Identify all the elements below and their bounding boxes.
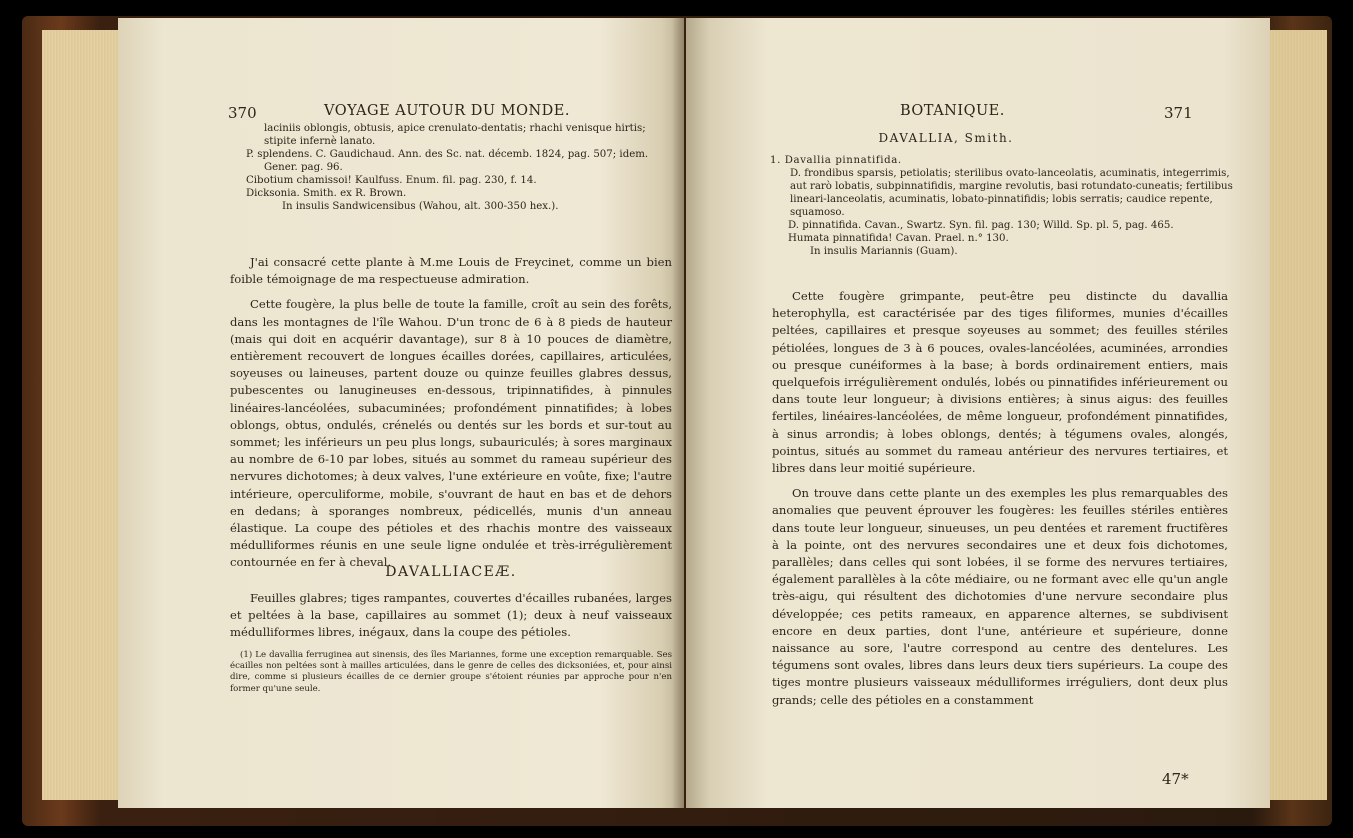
right-page-number: 371 — [1164, 104, 1193, 122]
paragraph-anomalies: On trouve dans cette plante un des exemples les plus remarquables des anomalies que peuvent éprouver les fougères: les feuilles stériles entières dans toute leur longueur, sinueuses, un peu dentées et rarement fructifères à la pointe, ont des nervures secondaires une et deux fois dichotomes, parallèles; dans celles qui sont lobées, il se forme des nervures tertiaires, également parallèles à la côte médiaire, ou ne formant avec elle qu'un angle très-aigu, qui résultent des dichotomies d'une nervure secondaire plus développée; ces petits rameaux, en apparence alternes, se subdivisent encore en deux parties, dont l'une, antérieure et supérieure, donne naissance au sore, l'autre correspond au centre des dentelures. Les tégumens sont ovales, libres dans leurs deux tiers supérieurs. La coupe des tiges montre plusieurs vaisseaux médulliformes irréguliers, dont deux plus grands; celle des pétioles en a constamment — [772, 486, 1228, 707]
page-edges-right — [1267, 30, 1327, 800]
paragraph-description: Cette fougère grimpante, peut-être peu distincte du davallia heterophylla, est caractérisée par des tiges filiformes, munies d'écailles peltées, capillaires et presque soyeuses au sommet; des feuilles stériles pétiolées, longues de 3 à 6 pouces, ovales-lancéolées, acuminées, arrondies ou presque cunéiformes à la base; à bords ordinairement entiers, mais quelquefois irrégulièrement ondulés, lobés ou pinnatifides inférieurement ou dans toute leur longueur; à divisions entières; à sinus aigus: des feuilles fertiles, linéaires-lancéolées, de même longueur, profondément pinnatifides, à sinus arrondis; à lobes oblongs, dentés; à tégumens ovales, alongés, pointus, situés au sommet du rameau antérieur des nervures tertiaires, et libres dans leur moitié supérieure. — [772, 289, 1228, 476]
right-running-head: BOTANIQUE. — [900, 103, 1005, 119]
left-species-block — [246, 122, 656, 213]
page-edges-left — [42, 30, 122, 800]
species-line: laciniis oblongis, obtusis, apice crenulato-dentatis; rhachi venisque hirtis; — [264, 123, 646, 134]
species-line: D. pinnatifida. Cavan., Swartz. Syn. fil. pag. 130; Willd. Sp. pl. 5, pag. 465. — [788, 220, 1174, 231]
right-body — [772, 288, 1228, 717]
left-page — [118, 18, 684, 808]
species-line: Dicksonia. Smith. ex R. Brown. — [246, 188, 407, 199]
species-line: Cibotium chamissoi! Kaulfuss. Enum. fil. pag. 230, f. 14. — [246, 175, 537, 186]
signature-mark: 47* — [1162, 770, 1189, 788]
left-page-number: 370 — [228, 104, 257, 122]
left-running-head: VOYAGE AUTOUR DU MONDE. — [324, 103, 570, 119]
species-line: In insulis Mariannis (Guam). — [810, 246, 958, 257]
section-title: DAVALLIACEÆ. — [385, 564, 517, 580]
genus-title: DAVALLIA, Smith. — [878, 131, 1014, 145]
species-line: D. frondibus sparsis, petiolatis; sterilibus ovato-lanceolatis, acuminatis, integerrimis, aut rarò lobatis, subpinnatifidis, margine revolutis, basi rotundato-cuneatis; fertilibus lineari-lanceolatis, acuminatis, lobato-pinnatifidis; lobis serratis; caudice repente, squamoso. — [790, 168, 1233, 218]
right-species-block — [770, 154, 1240, 258]
right-page — [686, 18, 1270, 808]
left-body-2 — [230, 590, 672, 650]
species-line: Gener. pag. 96. — [264, 162, 343, 173]
paragraph-dedication: J'ai consacré cette plante à M.me Louis de Freycinet, comme un bien foible témoignage de ma respectueuse admiration. — [230, 255, 672, 287]
paragraph-description: Cette fougère, la plus belle de toute la famille, croît au sein des forêts, dans les montagnes de l'île Wahou. D'un tronc de 6 à 8 pieds de hauteur (mais qui doit en acquérir davantage), sur 8 à 10 pouces de diamètre, entièrement recouvert de longues écailles dorées, capillaires, articulées, soyeuses ou laineuses, partent douze ou quinze feuilles glabres dessus, pubescentes ou lanugineuses en-dessous, tripinnatifides, à pinnules linéaires-lancéolées, subacuminées; profondément pinnatifides; à lobes oblongs, obtus, ondulés, crénelés ou dentés sur les bords et sur-tout au sommet; les inférieurs un peu plus longs, subauriculés; à sores marginaux au nombre de 6-10 par lobes, situés au sommet du rameau supérieur des nervures dichotomes; à deux valves, l'une extérieure en voûte, fixe; l'autre intérieure, operculiforme, mobile, s'ouvrant de haut en bas et de dehors en dedans; à sporanges nombreux, pédicellés, munis d'un anneau élastique. La coupe des pétioles et des rhachis montre des vaisseaux médulliformes réunis en une seule ligne ondulée et très-irrégulièrement contournée en fer à cheval. — [230, 297, 672, 570]
species-line: Humata pinnatifida! Cavan. Prael. n.° 130. — [788, 233, 1009, 244]
left-body — [230, 254, 672, 580]
paragraph-family: Feuilles glabres; tiges rampantes, couvertes d'écailles rubanées, larges et peltées à la base, capillaires au sommet (1); deux à neuf vaisseaux médulliformes libres, inégaux, dans la coupe des pétioles. — [230, 591, 672, 640]
footnote: (1) Le davallia ferruginea aut sinensis, des îles Mariannes, forme une exception remarquable. Ses écailles non peltées sont à mailles articulées, dans le genre de celles des dicksoniées, et, pour ainsi dire, comme si plusieurs écailles de ce dernier groupe s'étoient réunies par approche pour n'en former qu'une seule. — [230, 650, 672, 694]
species-line: In insulis Sandwicensibus (Wahou, alt. 300-350 hex.). — [282, 201, 559, 212]
species-line: stipite infernè lanato. — [264, 136, 376, 147]
species-heading: 1. Davallia pinnatifida. — [770, 155, 902, 166]
species-line: P. splendens. C. Gaudichaud. Ann. des Sc. nat. décemb. 1824, pag. 507; idem. — [246, 149, 649, 160]
